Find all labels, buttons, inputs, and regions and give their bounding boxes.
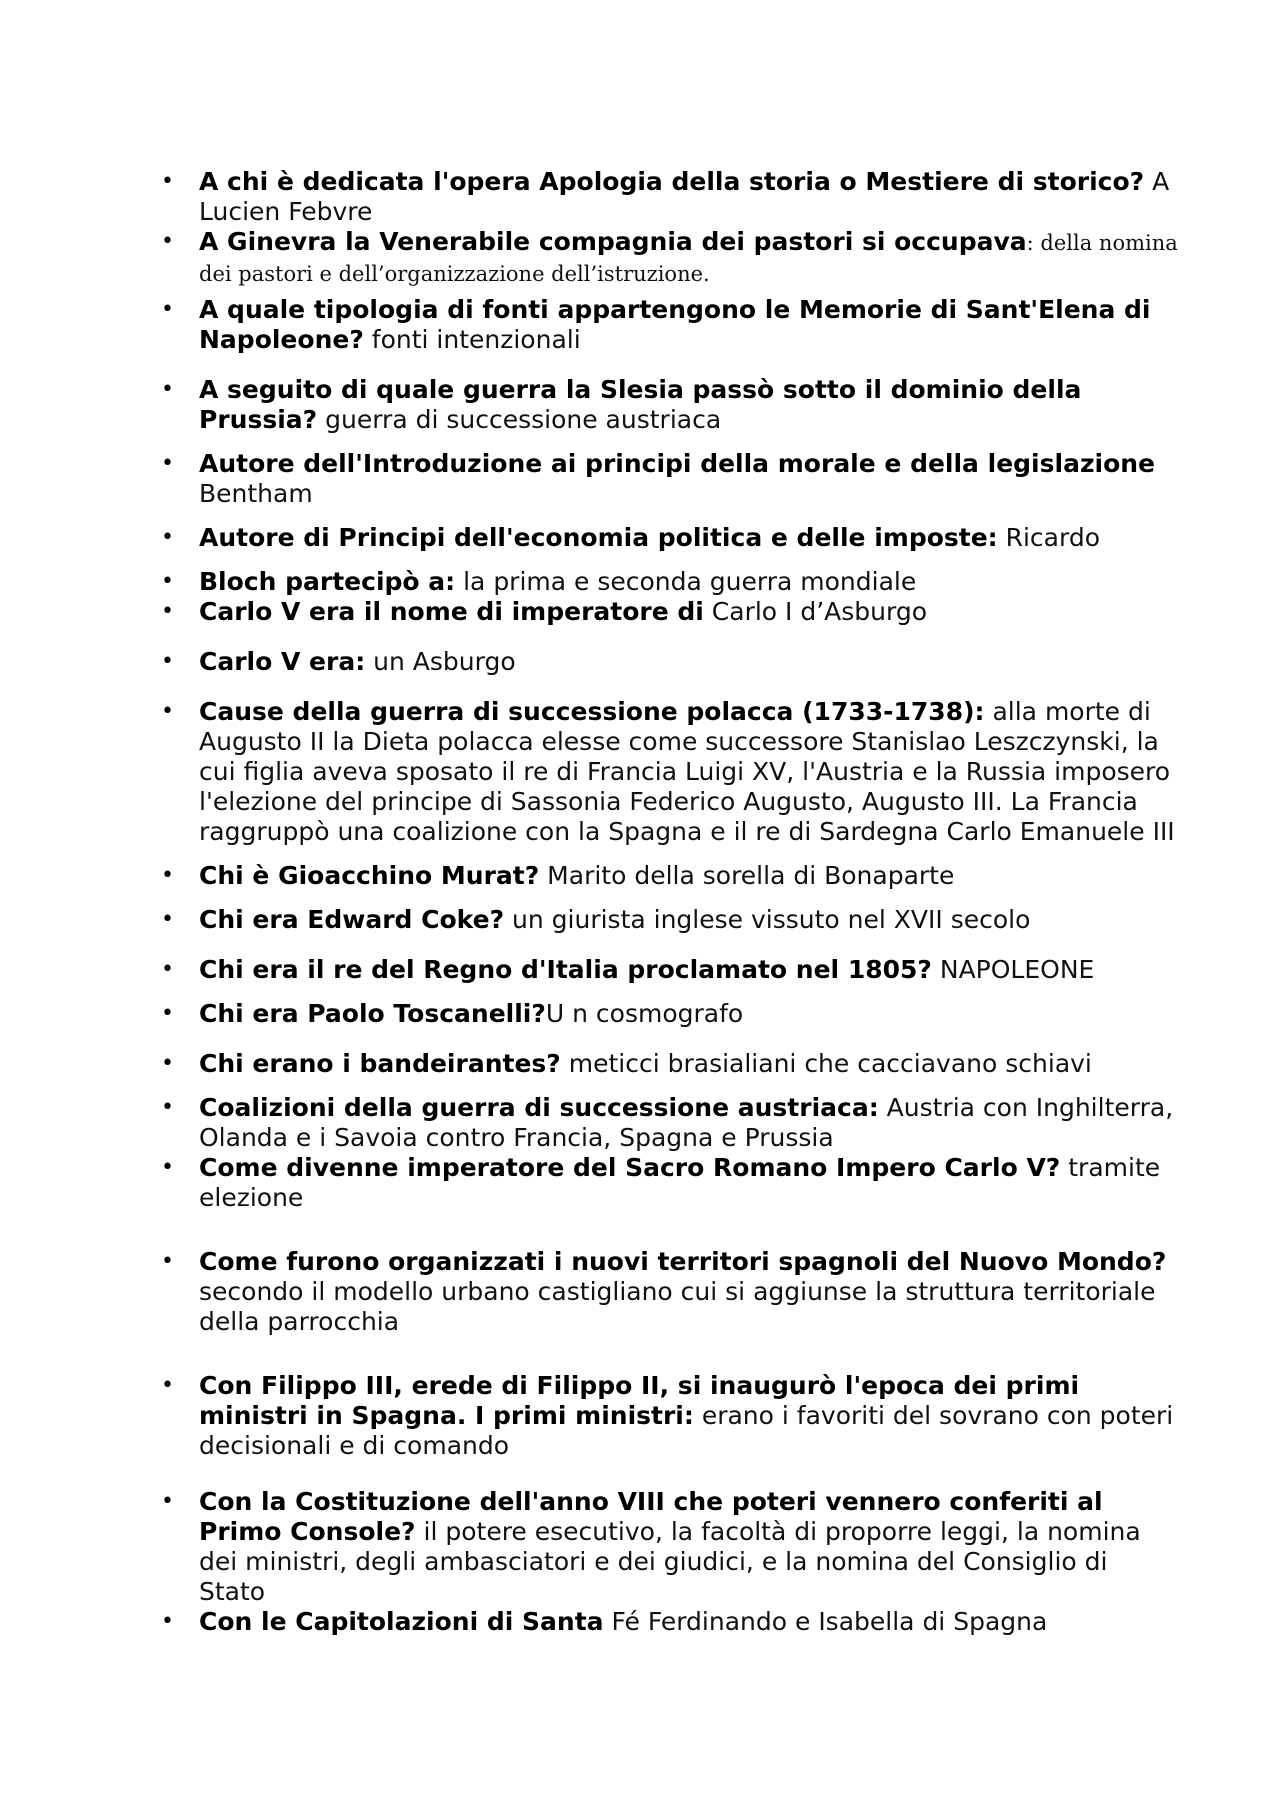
bullet-icon: • <box>161 569 174 594</box>
bullet-icon: • <box>161 1373 174 1398</box>
question: Con Filippo III, erede di Filippo II, si inaugurò l'epoca dei primi ministri in Spagna. I primi ministri: <box>199 1371 1080 1430</box>
list-item <box>161 905 1179 935</box>
question: Chi erano i bandeirantes? <box>199 1049 561 1078</box>
answer: tramite elezione <box>199 1153 1161 1212</box>
answer: A Lucien Febvre <box>199 167 1170 226</box>
question: A chi è dedicata l'opera Apologia della storia o Mestiere di storico? <box>199 167 1145 196</box>
list-item <box>161 1487 1179 1607</box>
list-item <box>161 227 1179 289</box>
question: Carlo V era: <box>199 647 366 676</box>
answer: : della nomina dei pastori e dell’organizzazione dell’istruzione. <box>199 231 1178 286</box>
answer: erano i favoriti del sovrano con poteri decisionali e di comando <box>199 1401 1174 1460</box>
list-item <box>161 647 1179 677</box>
list-item <box>161 597 1179 627</box>
answer: secondo il modello urbano castigliano cui si aggiunse la struttura territoriale della parrocchia <box>199 1277 1156 1336</box>
answer: il potere esecutivo, la facoltà di proporre leggi, la nomina dei ministri, degli ambasciatori e dei giudici, e la nomina del Consiglio di Stato <box>199 1517 1141 1606</box>
question: Con la Costituzione dell'anno VIII che poteri vennero conferiti al Primo Console? <box>199 1487 1103 1546</box>
list-item <box>161 955 1179 985</box>
answer: un giurista inglese vissuto nel XVII secolo <box>504 905 1031 934</box>
list-item <box>161 1153 1179 1213</box>
list-item <box>161 861 1179 891</box>
answer: alla morte di Augusto II la Dieta polacca elesse come successore Stanislao Leszczynski, la cui figlia aveva sposato il re di Francia Luigi XV, l'Austria e la Russia imposero l'elezione del principe di Sassonia Federico Augusto, Augusto III. La Francia raggruppò una coalizione con la Spagna e il re di Sardegna Carlo Emanuele III <box>199 697 1175 846</box>
answer: Marito della sorella di Bonaparte <box>539 861 955 890</box>
question: Coalizioni della guerra di successione austriaca: <box>199 1093 879 1122</box>
list-item <box>161 1247 1179 1337</box>
answer: la prima e seconda guerra mondiale <box>455 567 917 596</box>
answer: U n cosmografo <box>545 999 744 1028</box>
bullet-icon: • <box>161 1249 174 1274</box>
qa-list <box>161 167 1179 1637</box>
bullet-icon: • <box>161 1001 174 1026</box>
list-item <box>161 449 1179 509</box>
bullet-icon: • <box>161 1489 174 1514</box>
question: Chi era Paolo Toscanelli? <box>199 999 546 1028</box>
bullet-icon: • <box>161 1051 174 1076</box>
bullet-icon: • <box>161 599 174 624</box>
answer: Carlo I d’Asburgo <box>703 597 928 626</box>
answer: Fé Ferdinando e Isabella di Spagna <box>603 1607 1048 1636</box>
list-item <box>161 1607 1179 1637</box>
question: Autore di Principi dell'economia politica e delle imposte: <box>199 523 998 552</box>
list-item <box>161 523 1179 553</box>
list-item <box>161 167 1179 227</box>
question: Cause della guerra di successione polacca (1733-1738): <box>199 697 985 726</box>
list-item <box>161 1093 1179 1153</box>
answer: fonti intenzionali <box>363 325 581 354</box>
question: Come furono organizzati i nuovi territori spagnoli del Nuovo Mondo? <box>199 1247 1167 1276</box>
bullet-icon: • <box>161 863 174 888</box>
list-item <box>161 295 1179 355</box>
bullet-icon: • <box>161 907 174 932</box>
bullet-icon: • <box>161 525 174 550</box>
bullet-icon: • <box>161 957 174 982</box>
bullet-icon: • <box>161 377 174 402</box>
answer: NAPOLEONE <box>931 955 1095 984</box>
bullet-icon: • <box>161 649 174 674</box>
bullet-icon: • <box>161 169 174 194</box>
list-item <box>161 999 1179 1029</box>
bullet-icon: • <box>161 229 174 254</box>
question: Bloch partecipò a: <box>199 567 456 596</box>
answer: Austria con Inghilterra, Olanda e i Savoia contro Francia, Spagna e Prussia <box>199 1093 1174 1152</box>
bullet-icon: • <box>161 699 174 724</box>
question: Come divenne imperatore del Sacro Romano Impero Carlo V? <box>199 1153 1061 1182</box>
answer: guerra di successione austriaca <box>317 405 722 434</box>
bullet-icon: • <box>161 451 174 476</box>
question: A Ginevra la Venerabile compagnia dei pastori si occupava <box>199 227 1027 256</box>
bullet-icon: • <box>161 1609 174 1634</box>
question: Chi è Gioacchino Murat? <box>199 861 540 890</box>
question: Autore dell'Introduzione ai principi della morale e della legislazione <box>199 449 1155 478</box>
answer: un Asburgo <box>365 647 516 676</box>
answer: Bentham <box>199 479 313 508</box>
question: Chi era Edward Coke? <box>199 905 505 934</box>
bullet-icon: • <box>161 1155 174 1180</box>
question: Con le Capitolazioni di Santa <box>199 1607 604 1636</box>
list-item <box>161 1371 1179 1461</box>
list-item <box>161 697 1179 847</box>
answer: meticci brasialiani che cacciavano schiavi <box>560 1049 1092 1078</box>
bullet-icon: • <box>161 1095 174 1120</box>
answer: Ricardo <box>997 523 1101 552</box>
question: Chi era il re del Regno d'Italia proclamato nel 1805? <box>199 955 932 984</box>
bullet-icon: • <box>161 297 174 322</box>
question: A seguito di quale guerra la Slesia passò sotto il dominio della Prussia? <box>199 375 1082 434</box>
list-item <box>161 375 1179 435</box>
question: Carlo V era il nome di imperatore di <box>199 597 704 626</box>
list-item <box>161 1049 1179 1079</box>
question: A quale tipologia di fonti appartengono le Memorie di Sant'Elena di Napoleone? <box>199 295 1151 354</box>
list-item <box>161 567 1179 597</box>
